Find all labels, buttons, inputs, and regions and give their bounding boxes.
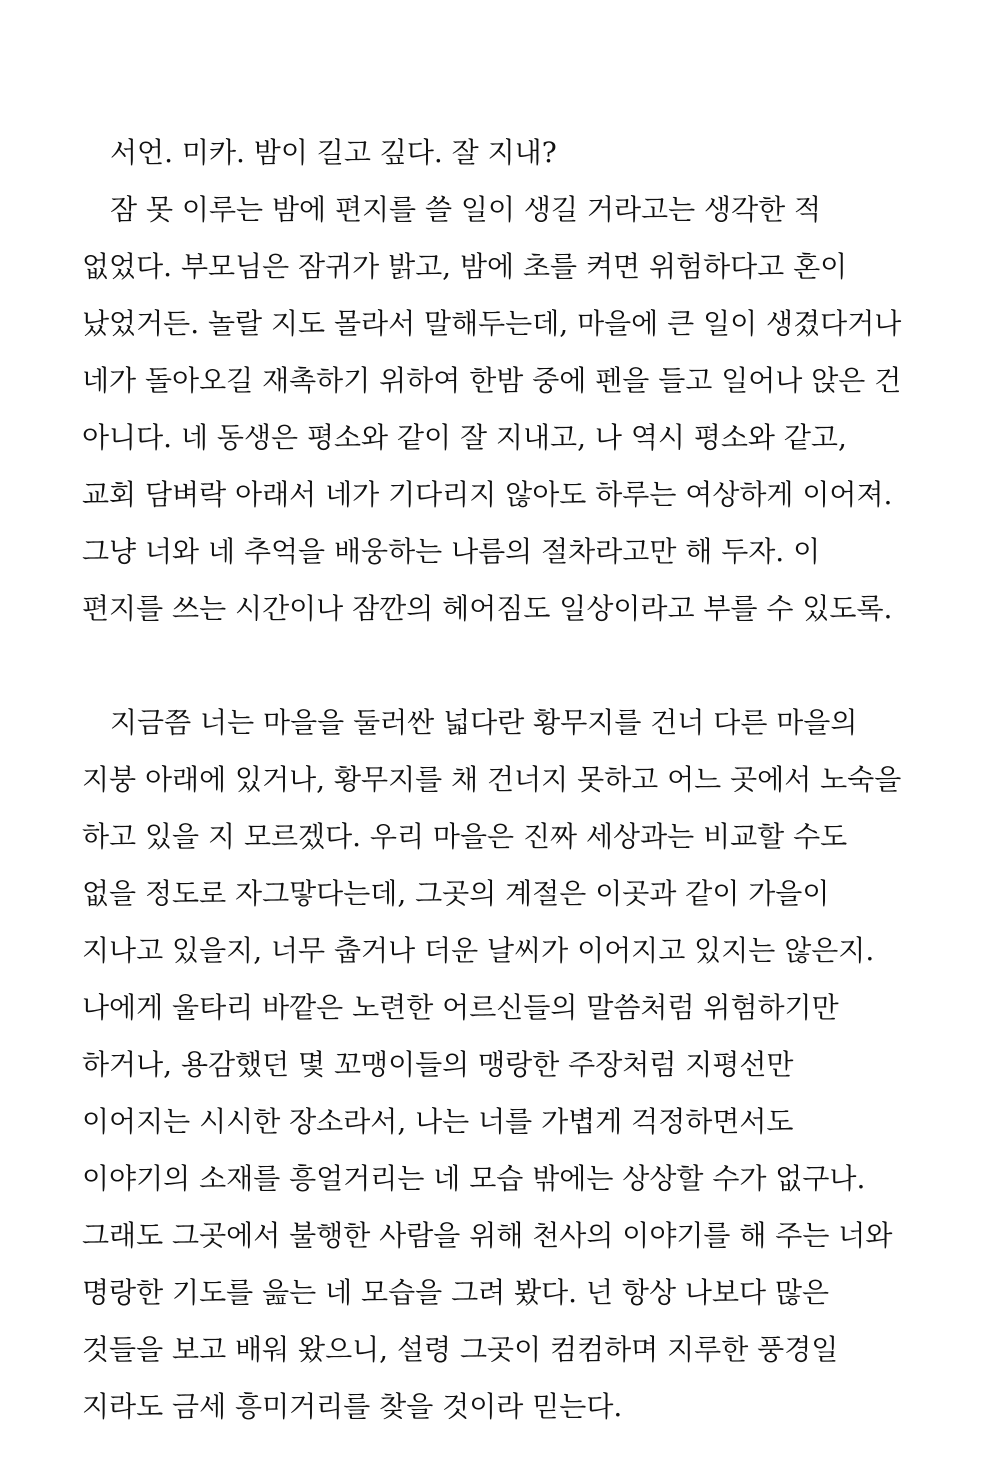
text-line: 지금쯤 너는 마을을 둘러싼 넓다란 황무지를 건너 다른 마을의 [110,706,858,739]
text-line: 서언. 미카. 밤이 길고 깊다. 잘 지내? [110,136,557,169]
text-line: 교회 담벼락 아래서 네가 기다리지 않아도 하루는 여상하게 이어져. [82,478,893,511]
letter-page [82,124,922,1435]
text-line: 났었거든. 놀랄 지도 몰라서 말해두는데, 마을에 큰 일이 생겼다거나 [82,307,902,340]
text-line: 그래도 그곳에서 불행한 사람을 위해 천사의 이야기를 해 주는 너와 [82,1219,893,1252]
text-line: 없을 정도로 자그맣다는데, 그곳의 계절은 이곳과 같이 가을이 [82,877,830,910]
text-line: 편지를 쓰는 시간이나 잠깐의 헤어짐도 일상이라고 부를 수 있도록. [82,592,893,625]
text-line: 네가 돌아오길 재촉하기 위하여 한밤 중에 펜을 들고 일어나 앉은 건 [82,364,902,397]
paragraph-gap [82,637,922,694]
text-line: 하고 있을 지 모르겠다. 우리 마을은 진짜 세상과는 비교할 수도 [82,820,848,853]
text-line: 그냥 너와 네 추억을 배웅하는 나름의 절차라고만 해 두자. 이 [82,535,821,568]
text-line: 이야기의 소재를 흥얼거리는 네 모습 밖에는 상상할 수가 없구나. [82,1162,866,1195]
text-line: 지붕 아래에 있거나, 황무지를 채 건너지 못하고 어느 곳에서 노숙을 [82,763,902,796]
text-line: 것들을 보고 배워 왔으니, 설령 그곳이 컴컴하며 지루한 풍경일 [82,1333,839,1366]
text-line: 지라도 금세 흥미거리를 찾을 것이라 믿는다. [82,1390,623,1423]
text-line: 이어지는 시시한 장소라서, 나는 너를 가볍게 걱정하면서도 [82,1105,794,1138]
text-line: 나에게 울타리 바깥은 노련한 어르신들의 말씀처럼 위험하기만 [82,991,839,1024]
text-line: 없었다. 부모님은 잠귀가 밝고, 밤에 초를 켜면 위험하다고 혼이 [82,250,848,283]
text-line: 명랑한 기도를 읊는 네 모습을 그려 봤다. 넌 항상 나보다 많은 [82,1276,830,1309]
text-line: 지나고 있을지, 너무 춥거나 더운 날씨가 이어지고 있지는 않은지. [82,934,875,967]
text-line: 아니다. 네 동생은 평소와 같이 잘 지내고, 나 역시 평소와 같고, [82,421,847,454]
text-line: 하거나, 용감했던 몇 꼬맹이들의 맹랑한 주장처럼 지평선만 [82,1048,794,1081]
text-line: 잠 못 이루는 밤에 편지를 쓸 일이 생길 거라고는 생각한 적 [110,193,822,226]
